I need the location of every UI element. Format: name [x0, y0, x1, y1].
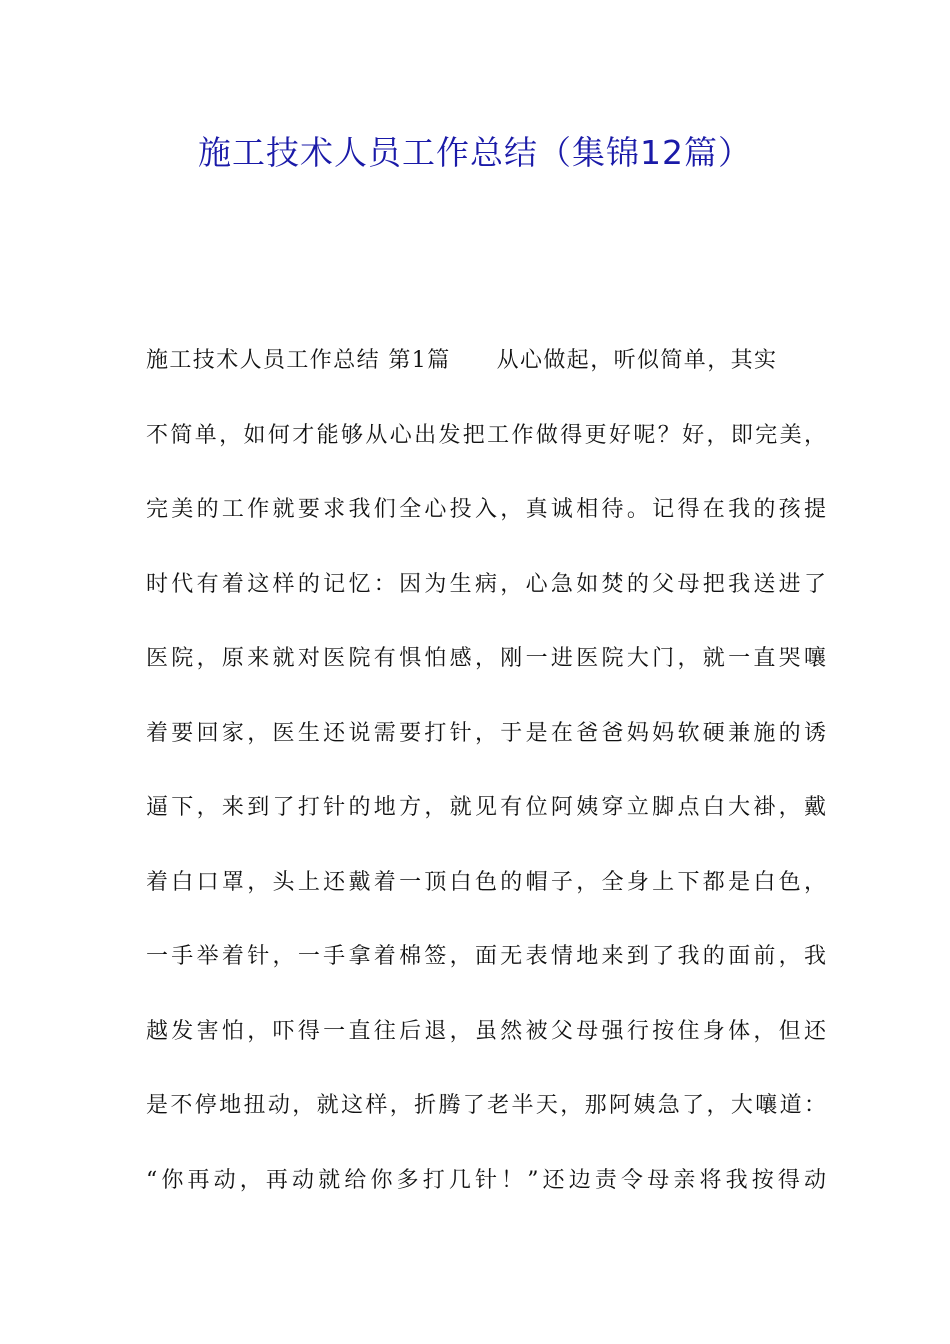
body-line-5: 医院，原来就对医院有惧怕感，刚一进医院大门，就一直哭嚷 [146, 646, 826, 671]
body-line-6: 着要回家，医生还说需要打针，于是在爸爸妈妈软硬兼施的诱 [146, 720, 826, 746]
body-line-text: 从心做起，听似简单，其实 [496, 348, 778, 373]
body-line-1 [146, 336, 826, 386]
body-line-12: “你再动，再动就给你多打几针！”还边责令母亲将我按得动 [146, 1167, 826, 1193]
body-line-3: 完美的工作就要求我们全心投入，真诚相待。记得在我的孩提 [146, 497, 826, 522]
body-line-2: 不简单，如何才能够从心出发把工作做得更好呢？好，即完美， [146, 422, 826, 448]
document-body [146, 336, 826, 1230]
document-title: 施工技术人员工作总结（集锦12篇） [198, 133, 752, 172]
body-line-9: 一手举着针，一手拿着棉签，面无表情地来到了我的面前，我 [146, 944, 826, 969]
body-line-8: 着白口罩，头上还戴着一顶白色的帽子，全身上下都是白色， [146, 869, 826, 895]
section-heading: 施工技术人员工作总结 第1篇 [146, 348, 451, 373]
body-line-4: 时代有着这样的记忆：因为生病，心急如焚的父母把我送进了 [146, 571, 826, 597]
body-line-7: 逼下，来到了打针的地方，就见有位阿姨穿立脚点白大褂，戴 [146, 795, 826, 820]
body-line-10: 越发害怕，吓得一直往后退，虽然被父母强行按住身体，但还 [146, 1018, 826, 1044]
body-line-11: 是不停地扭动，就这样，折腾了老半天，那阿姨急了，大嚷道： [146, 1093, 826, 1118]
